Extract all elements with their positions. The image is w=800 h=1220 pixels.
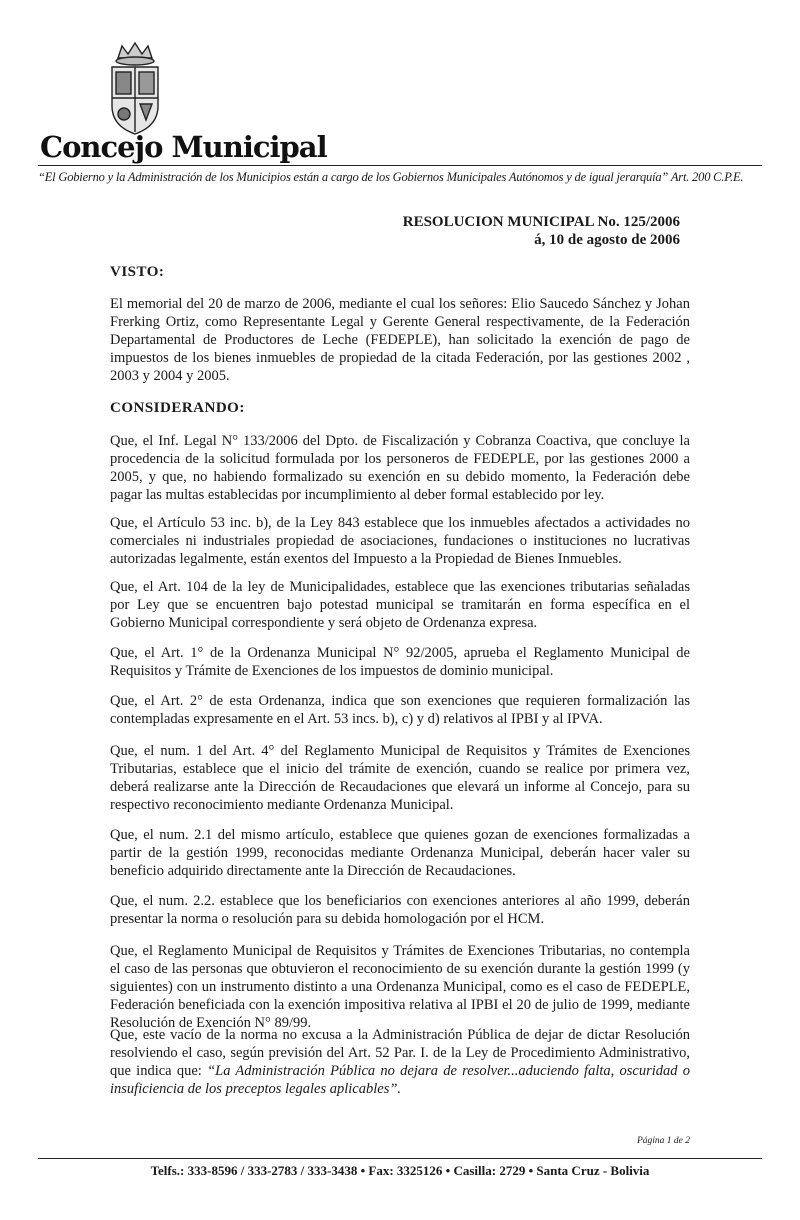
header-motto: “El Gobierno y la Administración de los Municipios están a cargo de los Gobiernos Municipales Autónomos y de igual jerarquía” Art. 200 C.P.E. xyxy=(38,170,744,184)
considerando-paragraph: Que, el Inf. Legal N° 133/2006 del Dpto. de Fiscalización y Cobranza Coactiva, que concluye la procedencia de la solicitud formulada por los personeros de FEDEPLE, por las gestiones 2000 a 2005, y que, no habiendo formalizado su exención en su debido momento, la Federación debe pagar las multas establecidas por incumplimiento al deber formal establecido por ley. xyxy=(110,433,690,503)
considerando-paragraph: Que, el Art. 2° de esta Ordenanza, indica que son exenciones que requieren formalización las contempladas expresamente en el Art. 53 incs. b), c) y d) relativos al IPBI y al IPVA. xyxy=(110,693,690,727)
considerando-paragraph-last xyxy=(110,1026,690,1098)
considerando-heading: CONSIDERANDO: xyxy=(110,400,245,416)
coat-of-arms-icon xyxy=(100,40,170,140)
considerando-paragraph: Que, el Reglamento Municipal de Requisitos y Trámites de Exenciones Tributarias, no contempla el caso de las personas que obtuvieron el reconocimiento de su exención durante la gestión 1999 (y siguientes) con un instrumento distinto a una Ordenanza Municipal, como es el caso de FEDEPLE, Federación beneficiada con la exención impositiva relativa al IPBI el 20 de julio de 1999, mediante Resolución de Exención N° 89/99. xyxy=(110,943,690,1031)
considerando-paragraph: Que, el num. 2.2. establece que los beneficiarios con exenciones anteriores al año 1999, deberán presentar la norma o resolución para su debida homologación por el HCM. xyxy=(110,893,690,927)
legal-quote: “La Administración Pública no dejara de resolver...aduciendo falta, oscuridad o insuficiencia de los preceptos legales aplicables”. xyxy=(110,1063,690,1097)
considerando-paragraph: Que, el Art. 1° de la Ordenanza Municipal N° 92/2005, aprueba el Reglamento Municipal de Requisitos y Trámite de Exenciones de los impuestos de dominio municipal. xyxy=(110,645,690,679)
resolution-date: á, 10 de agosto de 2006 xyxy=(534,232,680,248)
footer-divider xyxy=(38,1158,762,1159)
header-divider xyxy=(38,165,762,166)
footer-contact: Telfs.: 333-8596 / 333-2783 / 333-3438 • Fax: 3325126 • Casilla: 2729 • Santa Cruz - Bolivia xyxy=(150,1163,650,1178)
organization-name: Concejo Municipal xyxy=(40,130,327,164)
considerando-paragraph: Que, el Art. 104 de la ley de Municipalidades, establece que las exenciones tributarias señaladas por Ley que se encuentren bajo potestad municipal se tramitarán en forma específica en el Gobierno Municipal correspondiente y será objeto de Ordenanza expresa. xyxy=(110,579,690,631)
visto-heading: VISTO: xyxy=(110,264,165,280)
resolution-title-block xyxy=(300,213,680,249)
considerando-paragraph: Que, el num. 2.1 del mismo artículo, establece que quienes gozan de exenciones formalizadas a partir de la gestión 1999, reconocidas mediante Ordenanza Municipal, deberán hacer valer su beneficio adquirido directamente ante la Dirección de Recaudaciones. xyxy=(110,827,690,879)
paragraph-text: Que, este vacío de la norma no excusa a la Administración Pública de dejar de dictar Resolución resolviendo el caso, según previsión del Art. 52 Par. I. de la Ley de Procedimiento Administrativo, que indica que: xyxy=(110,1027,690,1079)
resolution-number: RESOLUCION MUNICIPAL No. 125/2006 xyxy=(402,214,680,230)
visto-paragraph: El memorial del 20 de marzo de 2006, mediante el cual los señores: Elio Saucedo Sánchez y Johan Frerking Ortiz, como Representante Legal y Gerente General respectivamente, de la Federación Departamental de Productores de Leche (FEDEPLE), han solicitado la exención de pago de impuestos de los bienes inmuebles de propiedad de la citada Federación, por las gestiones 2002 , 2003 y 2004 y 2005. xyxy=(110,296,690,384)
considerando-paragraph: Que, el num. 1 del Art. 4° del Reglamento Municipal de Requisitos y Trámites de Exenciones Tributarias, establece que el inicio del trámite de exención, cuando se realice por primera vez, deberá realizarse ante la Dirección de Recaudaciones que elevará un informe al Concejo, para su respectivo reconocimiento mediante Ordenanza Municipal. xyxy=(110,743,690,813)
page-number: Página 1 de 2 xyxy=(636,1136,690,1146)
considerando-paragraph: Que, el Artículo 53 inc. b), de la Ley 843 establece que los inmuebles afectados a actividades no comerciales ni industriales propiedad de asociaciones, fundaciones o instituciones no lucrativas autorizadas legalmente, están exentos del Impuesto a la Propiedad de Bienes Inmuebles. xyxy=(110,515,690,567)
